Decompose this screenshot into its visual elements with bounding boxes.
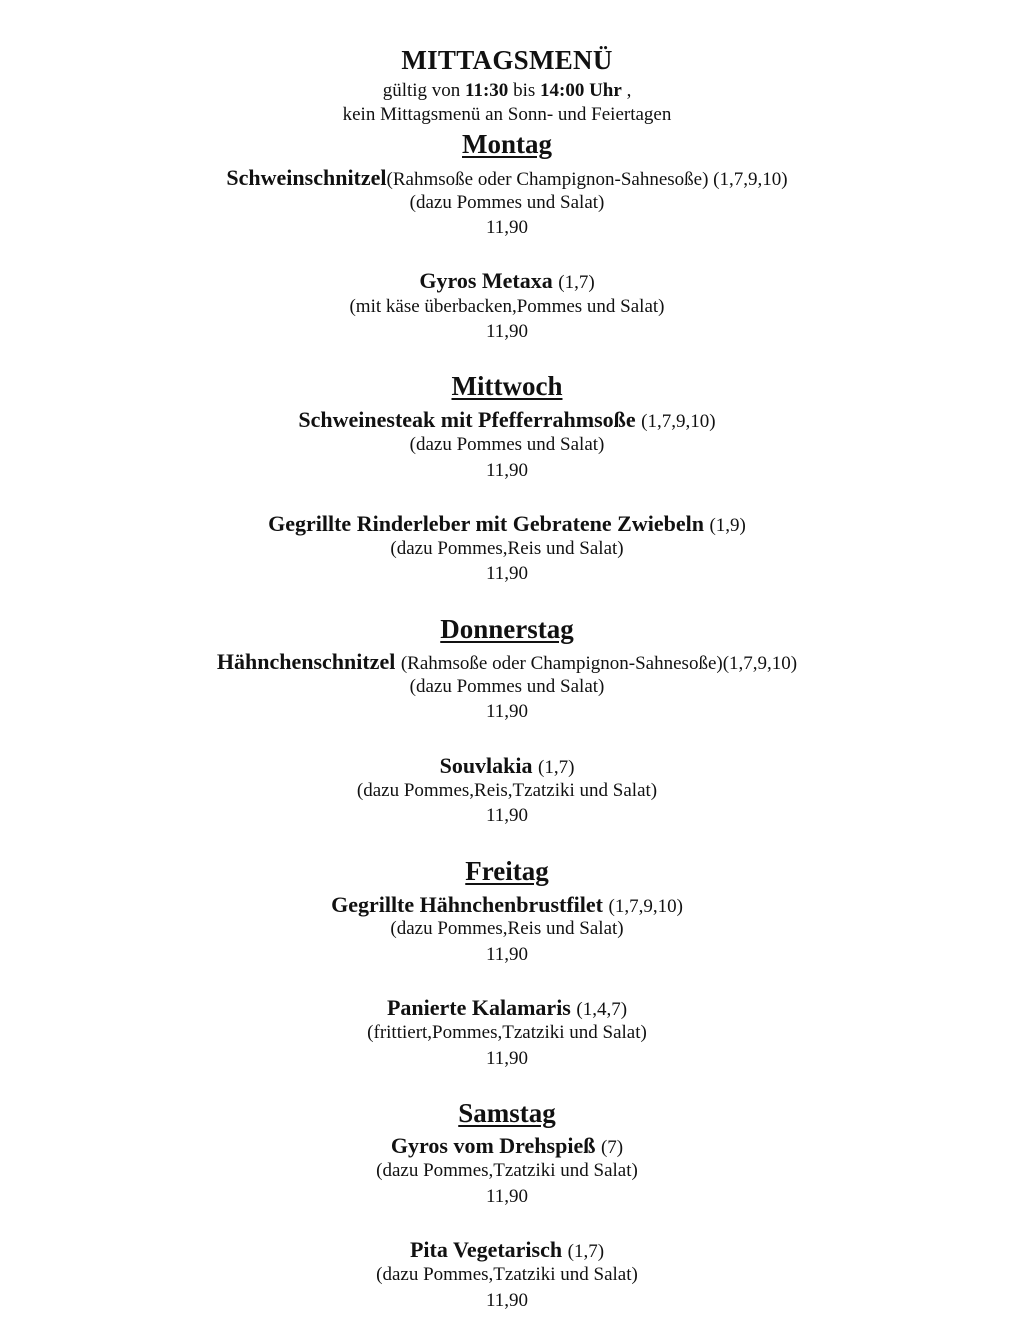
day-heading-freitag: Freitag [465,856,549,886]
holiday-note: kein Mittagsmenü an Sonn- und Feiertagen [342,104,672,125]
dish-title [0,753,1014,779]
dish-extra: (Rahmsoße oder Champignon-Sahnesoße) (1,7,9,10) [386,169,788,190]
dish-extra: (1,7) [538,757,575,778]
dish-name: Gegrillte Rinderleber mit Gebratene Zwiebeln [268,511,704,536]
dish-description: (dazu Pommes und Salat) [409,192,605,213]
dish-description: (dazu Pommes und Salat) [409,676,605,697]
dish-price: 11,90 [485,1186,529,1207]
dish-price: 11,90 [485,563,529,584]
day-heading-mittwoch: Mittwoch [451,371,563,401]
dish-title [0,165,1014,191]
dish-price: 11,90 [485,321,529,342]
dish-price: 11,90 [485,460,529,481]
dish-title [0,268,1014,294]
validity-line [0,80,1014,102]
dish-price: 11,90 [485,944,529,965]
dish-price: 11,90 [485,1290,529,1311]
dish-title [0,407,1014,433]
dish-price: 11,90 [485,701,529,722]
day-heading-samstag: Samstag [458,1098,556,1128]
dish-description: (dazu Pommes,Tzatziki und Salat) [376,1160,638,1181]
dish-title [0,995,1014,1021]
dish-description: (dazu Pommes,Reis und Salat) [390,918,624,939]
dish-description: (mit käse überbacken,Pommes und Salat) [349,296,665,317]
dish-name: Schweinesteak mit Pfefferrahmsoße [298,407,636,432]
dish-title [0,511,1014,537]
dish-name: Pita Vegetarisch [409,1237,563,1262]
dish-extra: (1,7) [567,1241,605,1262]
dish-name: Panierte Kalamaris [386,995,571,1020]
dish-description: (dazu Pommes und Salat) [409,434,605,455]
dish-title [0,892,1014,918]
dish-price: 11,90 [485,805,529,826]
dish-name: Schweinschnitzel [226,165,387,190]
dish-extra: (Rahmsoße oder Champignon-Sahnesoße)(1,7,9,10) [400,653,798,674]
dish-name: Gyros vom Drehspieß [390,1133,596,1158]
dish-name: Gyros Metaxa [419,268,553,293]
validity-suffix: , [626,80,632,101]
dish-name: Souvlakia [439,753,533,778]
dish-extra: (7) [600,1137,624,1158]
dish-title [0,1237,1014,1263]
dish-title [0,649,1014,675]
dish-description: (dazu Pommes,Reis,Tzatziki und Salat) [356,780,658,801]
dish-name: Gegrillte Hähnchenbrustfilet [331,892,603,917]
validity-mid: bis [513,80,536,101]
day-heading-donnerstag: Donnerstag [440,614,574,644]
dish-title [0,1133,1014,1159]
time-from: 11:30 [465,80,509,101]
dish-price: 11,90 [485,1048,529,1069]
dish-name: Hähnchenschnitzel [216,649,396,674]
dish-description: (frittiert,Pommes,Tzatziki und Salat) [367,1022,647,1043]
dish-extra: (1,7,9,10) [641,411,716,432]
dish-extra: (1,4,7) [576,999,628,1020]
dish-description: (dazu Pommes,Reis und Salat) [390,538,624,559]
dish-extra: (1,7,9,10) [608,896,683,917]
validity-prefix: gültig von [382,80,461,101]
time-to: 14:00 Uhr [540,80,622,101]
dish-description: (dazu Pommes,Tzatziki und Salat) [376,1264,638,1285]
dish-extra: (1,7) [558,272,595,293]
menu-title: MITTAGSMENÜ [401,45,613,75]
dish-price: 11,90 [485,217,529,238]
dish-extra: (1,9) [709,515,746,536]
day-heading-montag: Montag [462,129,552,159]
